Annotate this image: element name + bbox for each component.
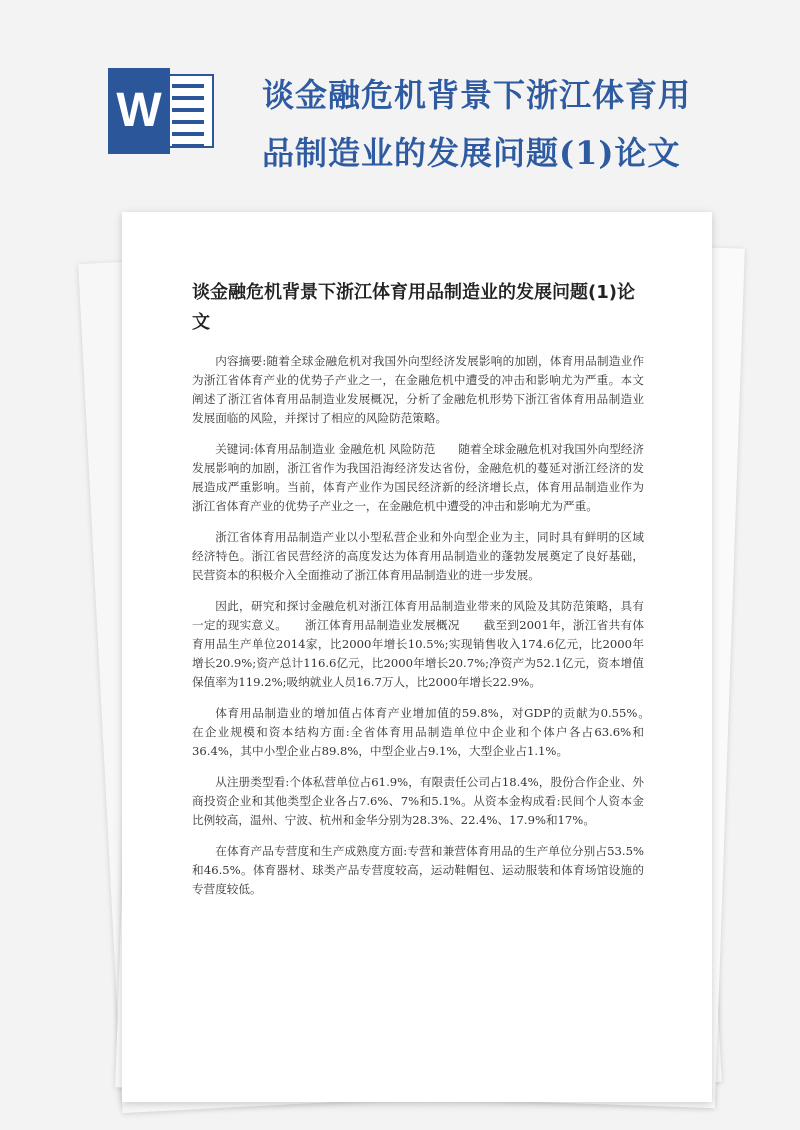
paragraph-keywords: 关键词:体育用品制造业 金融危机 风险防范 随着全球金融危机对我国外向型经济发展影响的加剧，浙江省作为我国沿海经济发达省份，金融危机的蔓延对浙江经济的发展造成严重影响。当前，体育产业作为国民经济新的经济增长点，体育用品制造业作为浙江省体育产业的优势子产业之一，在金融危机中遭受的冲击和影响尤为严重。 [192, 442, 644, 513]
word-icon-letter: W [108, 68, 170, 154]
paragraph: 因此，研究和探讨金融危机对浙江体育用品制造业带来的风险及其防范策略，具有一定的现实意义。 浙江体育用品制造业发展概况 截至到2001年，浙江省共有体育用品生产单位2014家，比2000年增长10.5%;实现销售收入174.6亿元，比2000年增长20.9%;资产总计116.6亿元，比2000年增长20.7%;净资产为52.1亿元，资本增值保值率为119.2%;吸纳就业人员16.7万人，比2000年增长22.9%。 [192, 599, 644, 689]
document-page [122, 212, 712, 1102]
paragraph: 在体育产品专营度和生产成熟度方面:专营和兼营体育用品的生产单位分别占53.5%和46.5%。体育器材、球类产品专营度较高，运动鞋帽包、运动服装和体育场馆设施的专营度较低。 [192, 844, 644, 896]
paragraph-abstract: 内容摘要:随着全球金融危机对我国外向型经济发展影响的加剧，体育用品制造业作为浙江省体育产业的优势子产业之一，在金融危机中遭受的冲击和影响尤为严重。本文阐述了浙江省体育用品制造业发展概况，分析了金融危机形势下浙江省体育用品制造业发展面临的风险，并探讨了相应的风险防范策略。 [192, 354, 644, 425]
document-title: 谈金融危机背景下浙江体育用品制造业的发展问题(1)论文 [192, 282, 635, 333]
paragraph: 浙江省体育用品制造产业以小型私营企业和外向型企业为主，同时具有鲜明的区域经济特色。浙江省民营经济的高度发达为体育用品制造业的蓬勃发展奠定了良好基础，民营资本的积极介入全面推动了浙江体育用品制造业的进一步发展。 [192, 530, 644, 582]
word-document-icon [108, 68, 220, 154]
preview-header [0, 0, 800, 210]
document-body [192, 352, 656, 911]
paragraph: 体育用品制造业的增加值占体育产业增加值的59.8%，对GDP的贡献为0.55%。 在企业规模和资本结构方面:全省体育用品制造单位中企业和个体户各占63.6%和36.4%，其中小型企业占89.8%，中型企业占9.1%，大型企业占1.1%。 [192, 706, 656, 758]
paragraph: 从注册类型看:个体私营单位占61.9%，有限责任公司占18.4%，股份合作企业、外商投资企业和其他类型企业各占7.6%、7%和5.1%。从资本金构成看:民间个人资本金比例较高，温州、宁波、杭州和金华分别为28.3%、22.4%、17.9%和17%。 [192, 775, 644, 827]
header-title: 谈金融危机背景下浙江体育用品制造业的发展问题(1)论文 [262, 76, 692, 172]
